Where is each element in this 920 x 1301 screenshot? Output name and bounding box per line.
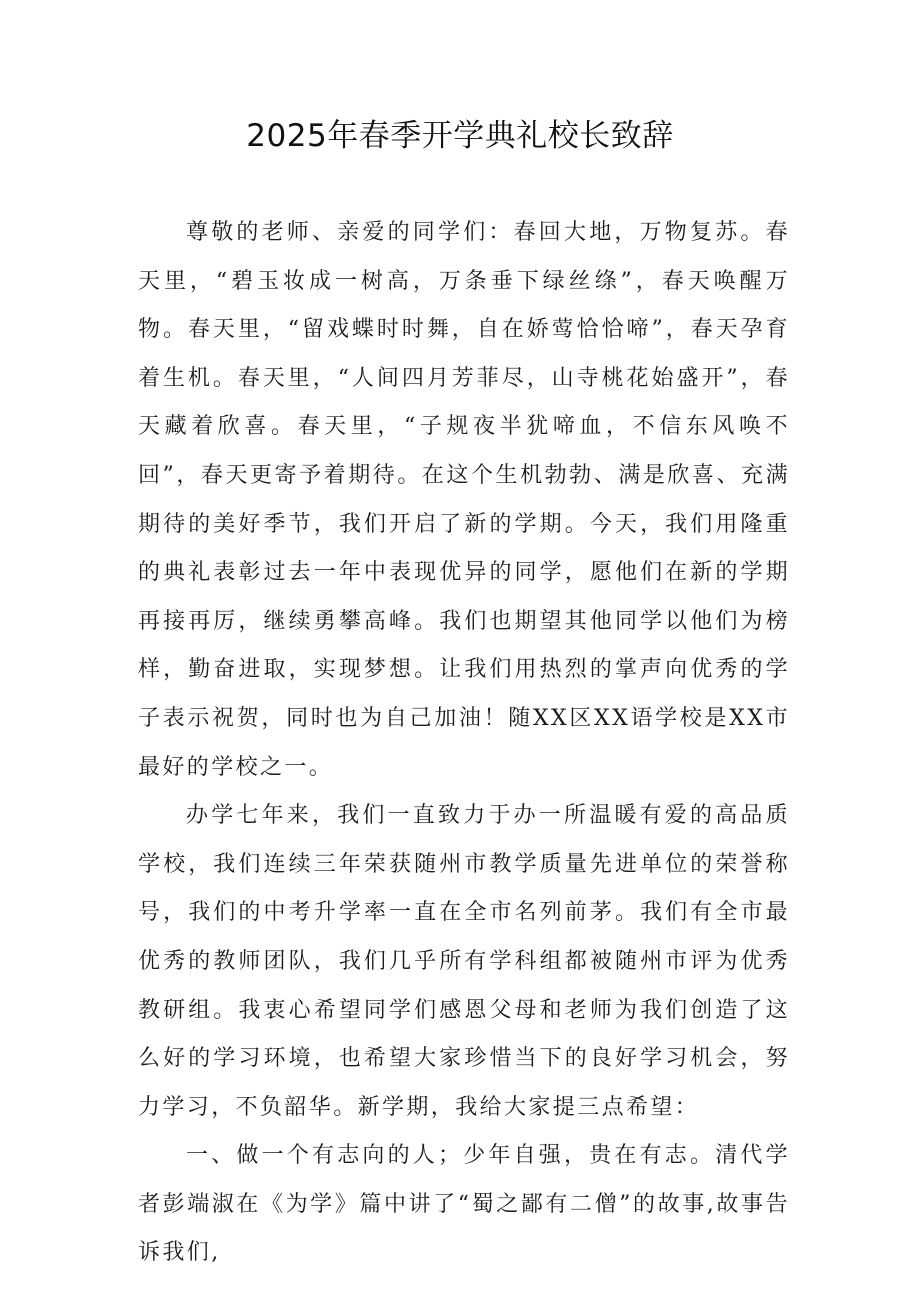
- document-body: [138, 209, 790, 1278]
- document-title: 2025年春季开学典礼校长致辞: [246, 118, 674, 154]
- paragraph-first-hope: 一、做一个有志向的人；少年自强，贵在有志。清代学者彭端淑在《为学》篇中讲了“蜀之鄙有二僧”的故事,故事告诉我们,: [138, 1143, 790, 1266]
- paragraph-school-achievements: 办学七年来，我们一直致力于办一所温暖有爱的高品质学校，我们连续三年荣获随州市教学质量先进单位的荣誉称号，我们的中考升学率一直在全市名列前茅。我们有全市最优秀的教师团队，我们几乎所有学科组都被随州市评为优秀教研组。我衷心希望同学们感恩父母和老师为我们创造了这么好的学习环境，也希望大家珍惜当下的良好学习机会，努力学习，不负韶华。新学期，我给大家提三点希望：: [138, 803, 790, 1120]
- paragraph-greeting: 尊敬的老师、亲爱的同学们：春回大地，万物复苏。春天里，“碧玉妆成一树高，万条垂下绿丝绦”，春天唤醒万物。春天里，“留戏蝶时时舞，自在娇莺恰恰啼”，春天孕育着生机。春天里，“人间四月芳菲尽，山寺桃花始盛开”，春天藏着欣喜。春天里，“子规夜半犹啼血，不信东风唤不回”，春天更寄予着期待。在这个生机勃勃、满是欣喜、充满期待的美好季节，我们开启了新的学期。今天，我们用隆重的典礼表彰过去一年中表现优异的同学，愿他们在新的学期再接再厉，继续勇攀高峰。我们也期望其他同学以他们为榜样，勤奋进取，实现梦想。让我们用热烈的掌声向优秀的学子表示祝贺，同时也为自己加油！随XX区XX语学校是XX市最好的学校之一。: [138, 220, 790, 780]
